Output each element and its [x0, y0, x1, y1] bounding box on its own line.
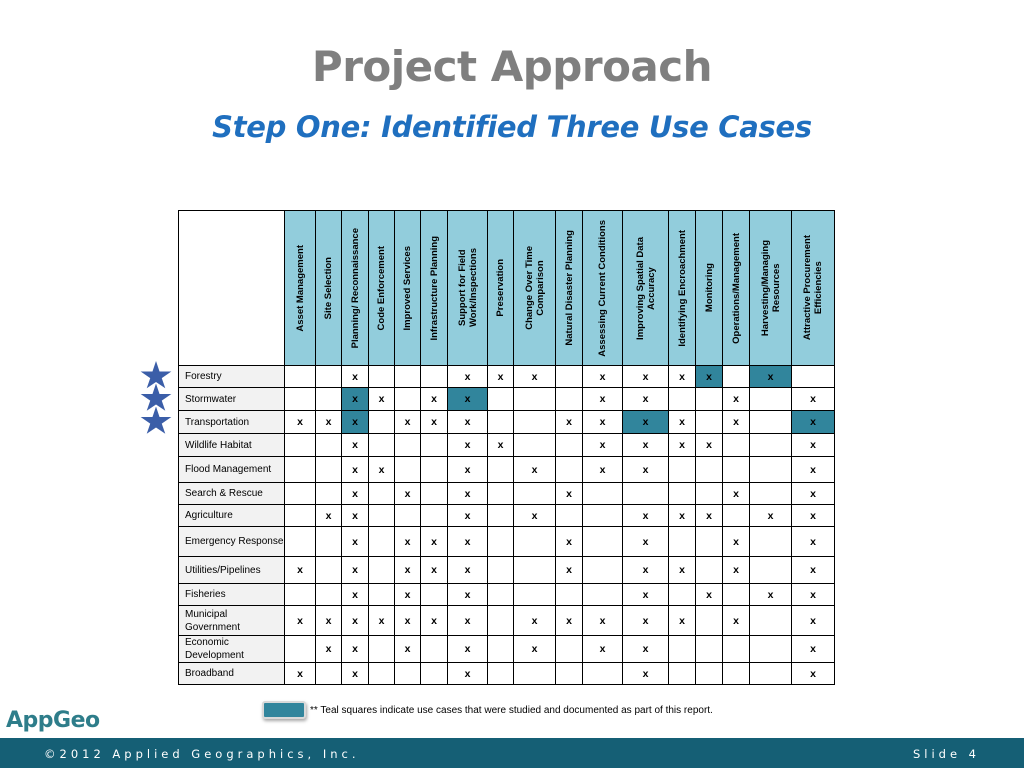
matrix-cell: [723, 663, 750, 685]
matrix-cell: [488, 411, 514, 434]
column-header-label: Improving Spatial Data Accuracy: [634, 236, 657, 340]
column-header: [750, 211, 792, 366]
column-header-label: Planning/ Reconnaissance: [349, 227, 361, 349]
column-header: [623, 211, 669, 366]
matrix-cell: [316, 584, 342, 606]
table-row: [179, 505, 835, 527]
matrix-cell: x: [316, 636, 342, 663]
matrix-cell: x: [556, 527, 583, 557]
matrix-cell: x: [285, 411, 316, 434]
column-header-label: Support for Field Work/Inspections: [456, 248, 479, 328]
matrix-cell: [421, 663, 448, 685]
matrix-cell: [369, 584, 395, 606]
matrix-cell: x: [583, 434, 623, 457]
matrix-cell: [369, 505, 395, 527]
matrix-cell: x: [448, 663, 488, 685]
page-subtitle: Step One: Identified Three Use Cases: [212, 110, 812, 144]
column-header-label: Operations/Management: [730, 232, 742, 344]
column-header-label: Code Enforcement: [376, 245, 387, 331]
matrix-cell: x: [342, 505, 369, 527]
matrix-cell: x: [395, 527, 421, 557]
matrix-cell: [514, 411, 556, 434]
matrix-cell: [488, 636, 514, 663]
matrix-cell: [488, 388, 514, 411]
matrix-cell: [623, 483, 669, 505]
column-header: [696, 211, 723, 366]
matrix-cell: x: [750, 366, 792, 388]
matrix-cell: [723, 434, 750, 457]
matrix-cell: x: [421, 388, 448, 411]
matrix-cell: [514, 527, 556, 557]
matrix-cell: [583, 584, 623, 606]
matrix-cell: x: [696, 434, 723, 457]
matrix-cell: x: [583, 606, 623, 636]
column-header-label: Attractive Procurement Efficiencies: [802, 235, 824, 341]
column-header-label: Preservation: [495, 259, 506, 317]
matrix-cell: x: [448, 411, 488, 434]
matrix-cell: [696, 636, 723, 663]
matrix-cell: x: [514, 636, 556, 663]
matrix-cell: x: [395, 557, 421, 584]
matrix-cell: x: [395, 606, 421, 636]
matrix-cell: [369, 636, 395, 663]
matrix-cell: x: [316, 505, 342, 527]
column-header-label: Improved Services: [402, 245, 413, 331]
footer-copyright: ©2012 Applied Geographics, Inc.: [44, 747, 360, 761]
matrix-cell: x: [448, 527, 488, 557]
matrix-cell: x: [448, 557, 488, 584]
matrix-cell: [421, 366, 448, 388]
matrix-cell: x: [369, 606, 395, 636]
table-row: [179, 527, 835, 557]
matrix-cell: [316, 388, 342, 411]
matrix-cell: x: [448, 434, 488, 457]
matrix-cell: [556, 505, 583, 527]
matrix-cell: x: [669, 434, 696, 457]
column-header-label: Natural Disaster Planning: [563, 230, 575, 346]
matrix-cell: [696, 606, 723, 636]
matrix-cell: [514, 388, 556, 411]
matrix-cell: x: [556, 557, 583, 584]
footer-bar: [0, 738, 1024, 768]
matrix-cell: x: [792, 527, 835, 557]
matrix-cell: x: [342, 457, 369, 483]
table-row: [179, 457, 835, 483]
matrix-cell: [696, 663, 723, 685]
matrix-cell: x: [285, 663, 316, 685]
matrix-cell: [421, 457, 448, 483]
matrix-cell: [369, 483, 395, 505]
table-row: [179, 636, 835, 663]
column-header: [792, 211, 835, 366]
matrix-cell: [488, 663, 514, 685]
matrix-cell: [316, 527, 342, 557]
row-label: Economic Development: [179, 636, 285, 663]
matrix-cell: [750, 636, 792, 663]
matrix-cell: x: [395, 483, 421, 505]
matrix-cell: [583, 527, 623, 557]
appgeo-logo: AppGeo: [6, 708, 100, 733]
matrix-cell: x: [792, 434, 835, 457]
column-header: [421, 211, 448, 366]
matrix-cell: [514, 483, 556, 505]
matrix-cell: x: [448, 606, 488, 636]
matrix-cell: x: [421, 527, 448, 557]
teal-legend-swatch: [262, 701, 306, 719]
matrix-cell: [669, 527, 696, 557]
column-header-label: Infrastructure Planning: [428, 235, 440, 341]
matrix-cell: x: [792, 636, 835, 663]
matrix-cell: x: [395, 584, 421, 606]
table-row: [179, 483, 835, 505]
matrix-cell: [696, 388, 723, 411]
column-header: [514, 211, 556, 366]
matrix-cell: [556, 457, 583, 483]
matrix-cell: x: [342, 411, 369, 434]
matrix-cell: [750, 557, 792, 584]
matrix-cell: [395, 457, 421, 483]
matrix-cell: [488, 584, 514, 606]
matrix-cell: x: [792, 584, 835, 606]
column-header: [669, 211, 696, 366]
matrix-cell: x: [583, 388, 623, 411]
row-label: Municipal Government: [179, 606, 285, 636]
matrix-cell: [669, 388, 696, 411]
matrix-cell: x: [556, 606, 583, 636]
column-header: [488, 211, 514, 366]
matrix-cell: x: [316, 411, 342, 434]
matrix-cell: [669, 457, 696, 483]
matrix-cell: x: [488, 434, 514, 457]
matrix-cell: [750, 388, 792, 411]
matrix-cell: [369, 557, 395, 584]
matrix-cell: x: [623, 505, 669, 527]
matrix-cell: [421, 505, 448, 527]
row-label: Wildlife Habitat: [179, 434, 285, 457]
row-label: Transportation: [179, 411, 285, 434]
matrix-cell: x: [448, 584, 488, 606]
matrix-cell: [750, 483, 792, 505]
matrix-cell: x: [421, 606, 448, 636]
matrix-cell: [723, 457, 750, 483]
row-label: Agriculture: [179, 505, 285, 527]
matrix-cell: x: [792, 606, 835, 636]
matrix-cell: x: [696, 366, 723, 388]
matrix-cell: [285, 366, 316, 388]
use-case-matrix: [178, 210, 835, 685]
matrix-cell: x: [342, 527, 369, 557]
column-header-label: Identifying Encroachment: [676, 229, 688, 347]
matrix-cell: [421, 636, 448, 663]
matrix-cell: x: [623, 388, 669, 411]
matrix-cell: x: [723, 411, 750, 434]
matrix-cell: [723, 366, 750, 388]
matrix-cell: x: [623, 434, 669, 457]
matrix-corner-cell: [179, 211, 285, 366]
row-label: Search & Rescue: [179, 483, 285, 505]
matrix-cell: x: [623, 557, 669, 584]
matrix-cell: [583, 557, 623, 584]
table-row: [179, 584, 835, 606]
matrix-cell: [750, 606, 792, 636]
matrix-cell: x: [342, 483, 369, 505]
matrix-cell: [395, 505, 421, 527]
table-row: [179, 434, 835, 457]
column-header: [369, 211, 395, 366]
matrix-cell: x: [448, 483, 488, 505]
matrix-cell: x: [421, 557, 448, 584]
matrix-cell: x: [623, 606, 669, 636]
matrix-cell: x: [696, 505, 723, 527]
table-row: [179, 366, 835, 388]
row-label: Stormwater: [179, 388, 285, 411]
matrix-cell: x: [342, 636, 369, 663]
matrix-cell: x: [342, 366, 369, 388]
column-header: [448, 211, 488, 366]
matrix-cell: [285, 505, 316, 527]
legend-note: ** Teal squares indicate use cases that were studied and documented as part of this report.: [310, 705, 713, 716]
matrix-cell: x: [448, 457, 488, 483]
matrix-cell: [395, 388, 421, 411]
row-label: Broadband: [179, 663, 285, 685]
matrix-cell: [514, 434, 556, 457]
matrix-cell: x: [669, 505, 696, 527]
matrix-cell: [583, 505, 623, 527]
matrix-cell: x: [792, 483, 835, 505]
matrix-cell: [421, 434, 448, 457]
matrix-cell: [369, 411, 395, 434]
matrix-cell: x: [514, 366, 556, 388]
matrix-cell: x: [285, 606, 316, 636]
matrix-cell: x: [583, 636, 623, 663]
matrix-cell: [316, 366, 342, 388]
matrix-cell: [285, 388, 316, 411]
matrix-cell: [696, 457, 723, 483]
column-header: [342, 211, 369, 366]
matrix-cell: x: [342, 606, 369, 636]
matrix-cell: [316, 457, 342, 483]
matrix-cell: x: [556, 483, 583, 505]
matrix-cell: x: [723, 483, 750, 505]
matrix-cell: [285, 636, 316, 663]
row-label: Flood Management: [179, 457, 285, 483]
matrix-cell: [421, 483, 448, 505]
matrix-cell: [556, 636, 583, 663]
matrix-cell: [488, 606, 514, 636]
matrix-cell: [723, 584, 750, 606]
matrix-cell: x: [583, 411, 623, 434]
matrix-cell: [514, 663, 556, 685]
column-header-label: Monitoring: [703, 263, 715, 313]
matrix-cell: x: [792, 411, 835, 434]
matrix-cell: [316, 557, 342, 584]
matrix-cell: [316, 483, 342, 505]
matrix-header-row: [179, 211, 835, 366]
matrix-cell: [395, 663, 421, 685]
column-header-label: Site Selection: [323, 256, 334, 320]
matrix-cell: [316, 434, 342, 457]
matrix-cell: [696, 527, 723, 557]
matrix-cell: x: [514, 505, 556, 527]
matrix-cell: x: [583, 366, 623, 388]
matrix-cell: [750, 457, 792, 483]
matrix-cell: x: [792, 457, 835, 483]
matrix-cell: x: [669, 606, 696, 636]
matrix-cell: [285, 434, 316, 457]
column-header: [285, 211, 316, 366]
page-title: Project Approach: [311, 42, 713, 91]
matrix-cell: x: [623, 366, 669, 388]
matrix-cell: x: [669, 411, 696, 434]
matrix-cell: x: [448, 636, 488, 663]
matrix-cell: x: [514, 606, 556, 636]
matrix-cell: x: [669, 366, 696, 388]
column-header: [395, 211, 421, 366]
matrix-cell: x: [342, 584, 369, 606]
matrix-cell: x: [623, 527, 669, 557]
matrix-cell: x: [750, 584, 792, 606]
matrix-cell: [285, 457, 316, 483]
matrix-cell: [696, 411, 723, 434]
matrix-cell: [750, 411, 792, 434]
matrix-cell: [395, 434, 421, 457]
matrix-cell: x: [623, 457, 669, 483]
matrix-cell: x: [369, 457, 395, 483]
matrix-cell: [488, 505, 514, 527]
matrix-cell: [750, 434, 792, 457]
matrix-cell: x: [342, 557, 369, 584]
matrix-cell: x: [342, 434, 369, 457]
row-label: Fisheries: [179, 584, 285, 606]
matrix-cell: [750, 663, 792, 685]
matrix-cell: x: [792, 557, 835, 584]
matrix-cell: x: [395, 411, 421, 434]
matrix-cell: x: [696, 584, 723, 606]
column-header: [316, 211, 342, 366]
matrix-cell: [285, 584, 316, 606]
matrix-cell: [723, 636, 750, 663]
table-row: [179, 411, 835, 434]
matrix-cell: [369, 366, 395, 388]
row-label: Utilities/Pipelines: [179, 557, 285, 584]
matrix-cell: x: [792, 505, 835, 527]
table-row: [179, 663, 835, 685]
matrix-cell: [488, 557, 514, 584]
matrix-cell: [316, 663, 342, 685]
matrix-cell: x: [342, 388, 369, 411]
matrix-cell: [514, 557, 556, 584]
column-header-label: Asset Management: [294, 244, 306, 332]
matrix-cell: [669, 483, 696, 505]
table-row: [179, 557, 835, 584]
matrix-cell: x: [395, 636, 421, 663]
matrix-cell: x: [623, 636, 669, 663]
matrix-cell: x: [285, 557, 316, 584]
matrix-cell: x: [421, 411, 448, 434]
matrix-cell: x: [669, 557, 696, 584]
matrix-cell: [669, 663, 696, 685]
matrix-cell: [369, 663, 395, 685]
row-label: Forestry: [179, 366, 285, 388]
matrix-cell: [556, 388, 583, 411]
column-header-label: Change Over Time Comparison: [523, 246, 546, 330]
matrix-cell: [421, 584, 448, 606]
matrix-cell: [696, 483, 723, 505]
matrix-cell: [792, 366, 835, 388]
matrix-cell: x: [623, 411, 669, 434]
matrix-cell: [285, 483, 316, 505]
footer-slide-number: Slide 4: [912, 747, 980, 761]
matrix-cell: x: [556, 411, 583, 434]
matrix-cell: [696, 557, 723, 584]
matrix-cell: [556, 663, 583, 685]
matrix-cell: [556, 584, 583, 606]
matrix-cell: x: [723, 388, 750, 411]
star-icon: [140, 407, 172, 437]
matrix-cell: x: [514, 457, 556, 483]
matrix-cell: [556, 434, 583, 457]
matrix-cell: [514, 584, 556, 606]
matrix-cell: [669, 636, 696, 663]
column-header: [723, 211, 750, 366]
matrix-cell: x: [583, 457, 623, 483]
table-row: [179, 388, 835, 411]
matrix-cell: [583, 483, 623, 505]
matrix-cell: [488, 457, 514, 483]
matrix-cell: [488, 483, 514, 505]
column-header: [556, 211, 583, 366]
matrix-cell: x: [792, 663, 835, 685]
matrix-cell: x: [448, 366, 488, 388]
matrix-cell: x: [488, 366, 514, 388]
matrix-cell: x: [792, 388, 835, 411]
matrix-cell: x: [623, 663, 669, 685]
matrix-cell: [369, 527, 395, 557]
column-header-label: Harvesting/Managing Resources: [759, 239, 782, 337]
column-header-label: Assessing Current Conditions: [597, 219, 608, 357]
matrix-cell: [583, 663, 623, 685]
matrix-cell: x: [750, 505, 792, 527]
matrix-cell: x: [723, 606, 750, 636]
matrix-cell: [669, 584, 696, 606]
column-header: [583, 211, 623, 366]
matrix-cell: x: [448, 388, 488, 411]
matrix-cell: [556, 366, 583, 388]
matrix-cell: x: [723, 557, 750, 584]
matrix-cell: x: [623, 584, 669, 606]
row-label: Emergency Response: [179, 527, 285, 557]
table-row: [179, 606, 835, 636]
matrix-cell: [488, 527, 514, 557]
matrix-cell: x: [316, 606, 342, 636]
matrix-cell: [723, 505, 750, 527]
matrix-cell: [395, 366, 421, 388]
matrix-cell: x: [448, 505, 488, 527]
matrix-cell: x: [369, 388, 395, 411]
matrix-cell: [285, 527, 316, 557]
matrix-cell: x: [342, 663, 369, 685]
matrix-cell: [369, 434, 395, 457]
matrix-cell: x: [723, 527, 750, 557]
matrix-cell: [750, 527, 792, 557]
